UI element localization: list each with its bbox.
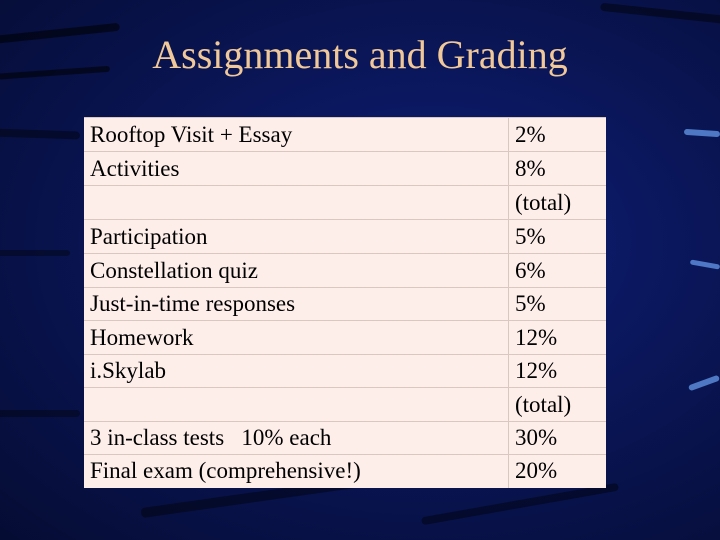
background-glint — [690, 259, 720, 269]
background-glint — [684, 129, 720, 137]
assignment-name: Activities — [90, 156, 180, 181]
table-row — [84, 354, 606, 388]
background-glint — [688, 375, 720, 392]
assignment-name: Just-in-time responses — [90, 291, 296, 316]
assignment-percent: 30% — [515, 425, 558, 450]
table-row — [84, 287, 606, 321]
table-row — [84, 421, 606, 455]
table-row — [84, 321, 606, 355]
background-streak — [600, 3, 720, 26]
assignment-percent: 8% — [515, 156, 546, 181]
assignment-percent: 6% — [515, 258, 546, 283]
table-row — [84, 220, 606, 254]
assignment-percent: 5% — [515, 291, 546, 316]
assignment-percent: 12% — [515, 325, 558, 350]
assignment-percent: 2% — [515, 122, 546, 147]
slide-title: Assignments and Grading — [152, 32, 568, 77]
table-row — [84, 186, 606, 220]
background-streak — [0, 250, 70, 256]
grading-table — [84, 117, 606, 488]
background-streak — [0, 128, 80, 139]
assignment-name: Final exam (comprehensive!) — [90, 458, 361, 483]
table-row — [84, 388, 606, 422]
table-row — [84, 254, 606, 288]
background-streak — [0, 410, 80, 417]
assignment-percent: (total) — [515, 392, 572, 417]
table-row — [84, 152, 606, 186]
assignment-percent: (total) — [515, 190, 572, 215]
background-streak — [421, 483, 619, 526]
assignment-percent: 20% — [515, 458, 558, 483]
assignment-percent: 12% — [515, 358, 558, 383]
assignment-name: Constellation quiz — [90, 258, 259, 283]
assignment-percent: 5% — [515, 224, 546, 249]
assignment-name: Rooftop Visit + Essay — [90, 122, 293, 147]
assignment-name: i.Skylab — [90, 358, 167, 383]
table-row — [84, 454, 606, 487]
assignment-name: Participation — [90, 224, 208, 249]
assignment-name: 3 in-class tests 10% each — [90, 425, 332, 450]
assignment-name: Homework — [90, 325, 194, 350]
table-row — [84, 118, 606, 152]
